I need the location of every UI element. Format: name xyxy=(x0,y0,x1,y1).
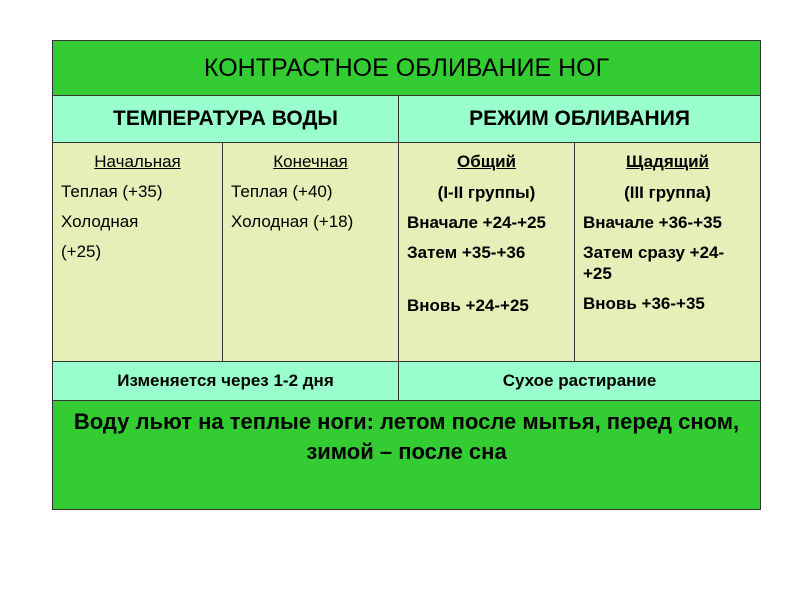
header-water-temperature: ТЕМПЕРАТУРА ВОДЫ xyxy=(53,96,399,143)
data-row xyxy=(53,143,761,362)
contrast-dousing-table xyxy=(52,40,761,510)
notes-row xyxy=(53,362,761,401)
column-line: Вновь +36-+35 xyxy=(583,294,705,313)
column-heading: Конечная xyxy=(273,152,348,171)
column-general xyxy=(399,143,575,362)
column-heading: Начальная xyxy=(94,152,181,171)
column-line: Холодная xyxy=(61,212,139,231)
footer-instruction xyxy=(53,401,761,510)
column-gentle xyxy=(575,143,761,362)
column-heading: Общий xyxy=(457,152,516,171)
note-change-interval: Изменяется через 1-2 дня xyxy=(53,362,399,401)
note-dry-rubbing: Сухое растирание xyxy=(399,362,761,401)
header-dousing-mode: РЕЖИМ ОБЛИВАНИЯ xyxy=(399,96,761,143)
table-title: КОНТРАСТНОЕ ОБЛИВАНИЕ НОГ xyxy=(53,41,761,96)
column-heading: Щадящий xyxy=(626,152,709,171)
footer-text: Воду льют на теплые ноги: летом после мытья, перед сном, зимой – после сна xyxy=(73,409,740,464)
header-row xyxy=(53,96,761,143)
column-subheading: (III группа) xyxy=(624,183,711,202)
title-row xyxy=(53,41,761,96)
column-final xyxy=(223,143,399,362)
column-line: Вновь +24-+25 xyxy=(407,296,529,315)
column-line: Теплая (+40) xyxy=(231,182,333,201)
column-line: Вначале +24-+25 xyxy=(407,213,546,232)
column-line: (+25) xyxy=(61,242,102,261)
column-subheading: (I-II группы) xyxy=(437,183,536,202)
column-initial xyxy=(53,143,223,362)
column-line: Затем сразу +24-+25 xyxy=(583,243,725,283)
column-line: Теплая (+35) xyxy=(61,182,163,201)
column-line: Затем +35-+36 xyxy=(407,243,526,262)
column-line: Вначале +36-+35 xyxy=(583,213,722,232)
footer-row xyxy=(53,401,761,510)
column-line: Холодная (+18) xyxy=(231,212,354,231)
